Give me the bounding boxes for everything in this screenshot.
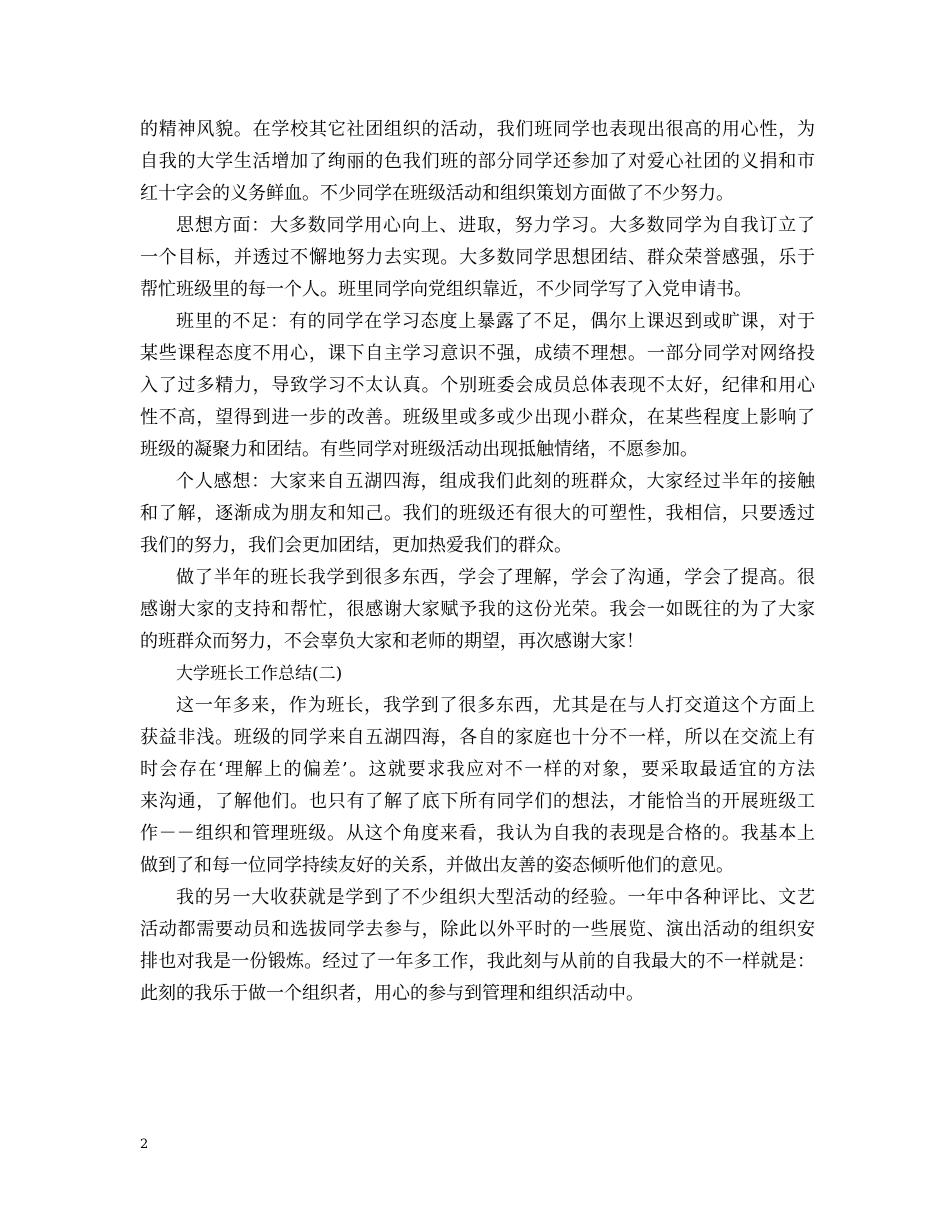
text-line: 做了半年的班长我学到很多东西，学会了理解，学会了沟通，学会了提高。很 xyxy=(176,567,815,588)
text-line: 此刻的我乐于做一个组织者，用心的参与到管理和组织活动中。 xyxy=(140,983,644,1004)
text-line: 时会存在‘理解上的偏差’。这就要求我应对不一样的对象，要采取最适宜的方法 xyxy=(140,759,815,780)
text-line: 班级的凝聚力和团结。有些同学对班级活动出现抵触情绪，不愿参加。 xyxy=(140,439,698,460)
text-line: 一个目标，并透过不懈地努力去实现。大多数同学思想团结、群众荣誉感强，乐于 xyxy=(140,247,815,268)
text-line: 我的另一大收获就是学到了不少组织大型活动的经验。一年中各种评比、文艺 xyxy=(176,887,815,908)
text-line: 个人感想：大家来自五湖四海，组成我们此刻的班群众，大家经过半年的接触 xyxy=(176,471,815,492)
text-line: 活动都需要动员和选拔同学去参与，除此以外平时的一些展览、演出活动的组织安 xyxy=(140,919,815,940)
text-line: 作－－组织和管理班级。从这个角度来看，我认为自我的表现是合格的。我基本上 xyxy=(140,823,815,844)
text-line: 的精神风貌。在学校其它社团组织的活动，我们班同学也表现出很高的用心性，为 xyxy=(140,119,815,140)
document-body xyxy=(140,114,815,1010)
text-line: 做到了和每一位同学持续友好的关系，并做出友善的姿态倾听他们的意见。 xyxy=(140,855,734,876)
paragraph-personal-feelings xyxy=(140,466,815,562)
text-line: 思想方面：大多数同学用心向上、进取，努力学习。大多数同学为自我订立了 xyxy=(176,215,815,236)
text-line: 这一年多来，作为班长，我学到了很多东西，尤其是在与人打交道这个方面上 xyxy=(176,695,815,716)
paragraph-organizing xyxy=(140,882,815,1010)
text-line: 某些课程态度不用心，课下自主学习意识不强，成绩不理想。一部分同学对网络投 xyxy=(140,343,815,364)
text-line: 排也对我是一份锻炼。经过了一年多工作，我此刻与从前的自我最大的不一样就是： xyxy=(140,951,815,972)
text-line: 帮忙班级里的每一个人。班里同学向党组织靠近，不少同学写了入党申请书。 xyxy=(140,279,752,300)
text-line: 获益非浅。班级的同学来自五湖四海，各自的家庭也十分不一样，所以在交流上有 xyxy=(140,727,815,748)
page-number: 2 xyxy=(140,1137,149,1152)
text-line: 班里的不足：有的同学在学习态度上暴露了不足，偶尔上课迟到或旷课，对于 xyxy=(176,311,815,332)
paragraph-thanks xyxy=(140,562,815,658)
text-line: 入了过多精力，导致学习不太认真。个别班委会成员总体表现不太好，纪律和用心 xyxy=(140,375,815,396)
text-line: 自我的大学生活增加了绚丽的色我们班的部分同学还参加了对爱心社团的义捐和市 xyxy=(140,151,815,172)
paragraph-communication xyxy=(140,690,815,882)
text-line: 的班群众而努力，不会辜负大家和老师的期望，再次感谢大家！ xyxy=(140,631,644,652)
section-heading: 大学班长工作总结(二) xyxy=(176,664,343,684)
text-line: 感谢大家的支持和帮忙，很感谢大家赋予我的这份光荣。我会一如既往的为了大家 xyxy=(140,599,815,620)
paragraph-ideology xyxy=(140,210,815,306)
text-line: 红十字会的义务鲜血。不少同学在班级活动和组织策划方面做了不少努力。 xyxy=(140,183,734,204)
text-line: 和了解，逐渐成为朋友和知己。我们的班级还有很大的可塑性，我相信，只要透过 xyxy=(140,503,815,524)
text-line: 来沟通，了解他们。也只有了解了底下所有同学们的想法，才能恰当的开展班级工 xyxy=(140,791,815,812)
text-line: 性不高，望得到进一步的改善。班级里或多或少出现小群众，在某些程度上影响了 xyxy=(140,407,815,428)
text-line: 我们的努力，我们会更加团结，更加热爱我们的群众。 xyxy=(140,535,572,556)
paragraph-campus-activities xyxy=(140,114,815,210)
paragraph-shortcomings xyxy=(140,306,815,466)
